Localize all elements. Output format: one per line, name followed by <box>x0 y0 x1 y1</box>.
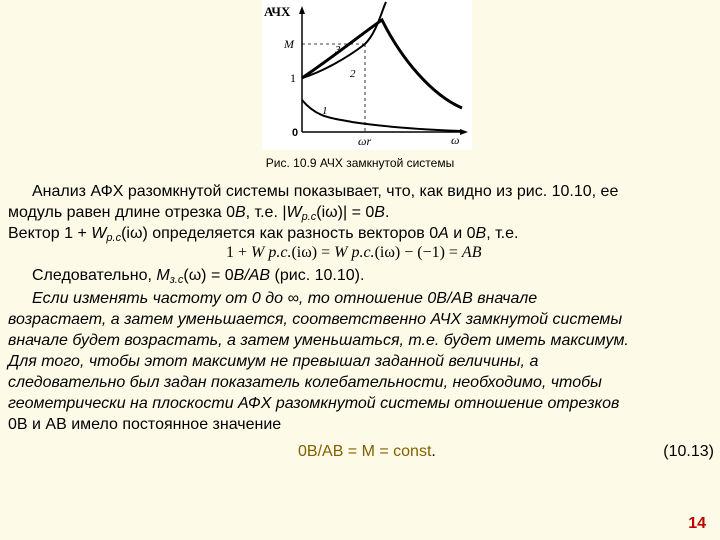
formula-part: W p.c. <box>251 244 292 261</box>
figure-caption: Рис. 10.9 АЧХ замкнутой системы <box>265 156 455 170</box>
page-number: 14 <box>688 515 706 532</box>
text-run: модуль равен длине отрезка 0 <box>8 204 235 221</box>
para4-line2: возрастает, а затем уменьшается, соответственно АЧХ замкнутой системы <box>8 311 623 328</box>
curve-2-label: 2 <box>350 68 356 80</box>
text-run: (iω)| = 0 <box>316 204 375 221</box>
text-run: A <box>438 225 449 242</box>
para4-line1: Если изменять частоту от 0 до ∞, то отношение 0B/AB вначале <box>32 290 538 307</box>
para4-line5: следовательно был задан показатель колебательности, необходимо, чтобы <box>8 374 602 391</box>
text-run: W <box>286 204 302 221</box>
text-run: B <box>475 225 487 242</box>
para3 <box>8 266 720 290</box>
text-run: M <box>156 267 170 284</box>
formula-part: (iω) = <box>291 244 335 261</box>
omega-r-label: ωr <box>358 134 372 148</box>
subscript: з.с <box>169 274 184 286</box>
para4-line6: геометрически на плоскости АФХ разомкнутой системы отношение отрезков <box>8 395 620 412</box>
text-run: B <box>234 204 246 221</box>
x-axis-label: ω <box>451 133 460 147</box>
text-run: W <box>91 225 107 242</box>
para1-line1: Анализ АФХ разомкнутой системы показывает, что, как видно из рис. 10.10, ее <box>32 183 619 200</box>
text-run: , т.е. | <box>245 204 287 221</box>
equation <box>298 443 436 461</box>
curve-3-label: 3 <box>335 44 341 56</box>
para4-line3: вначале будет возрастать, а затем уменьшаться, т.е. будет иметь максимум. <box>8 332 629 349</box>
text-run: B <box>374 204 385 221</box>
text-run: (iω) определяется как разность векторов 0 <box>121 225 439 242</box>
text-run: (рис. 10.10). <box>270 267 365 284</box>
text-run: Следовательно, <box>32 267 157 284</box>
y-axis-label: АЧХ <box>264 4 291 19</box>
para4-line4: Для того, чтобы этот максимум не превышал заданной величины, а <box>8 353 539 370</box>
formula-part: AB <box>461 244 482 261</box>
formula-part: W p.c. <box>334 244 375 261</box>
formula-part: (iω) − (−1) = <box>374 244 462 261</box>
unit-label: 1 <box>290 71 296 85</box>
text-run: Вектор 1 + <box>8 225 92 242</box>
equation-dot: . <box>431 443 436 460</box>
formula-part: 1 + <box>226 244 252 261</box>
origin-label: 0 <box>292 127 299 139</box>
max-label: M <box>284 37 294 51</box>
frequency-response-figure <box>262 0 472 150</box>
subscript: р.с <box>106 232 122 244</box>
vector-formula <box>226 244 481 262</box>
equation-text: 0B/AB = M = const <box>298 443 432 460</box>
equation-number: (10.13) <box>663 443 714 460</box>
text-run: B/AB <box>233 267 271 284</box>
text-run: . <box>384 204 390 221</box>
text-run: и 0 <box>448 225 476 242</box>
curve-1-label: 1 <box>322 105 328 117</box>
text-run: , т.е. <box>486 225 519 242</box>
subscript: р.с <box>301 211 317 223</box>
para4-line7: 0B и AB имело постоянное значение <box>8 416 282 433</box>
text-run: (ω) = 0 <box>183 267 234 284</box>
